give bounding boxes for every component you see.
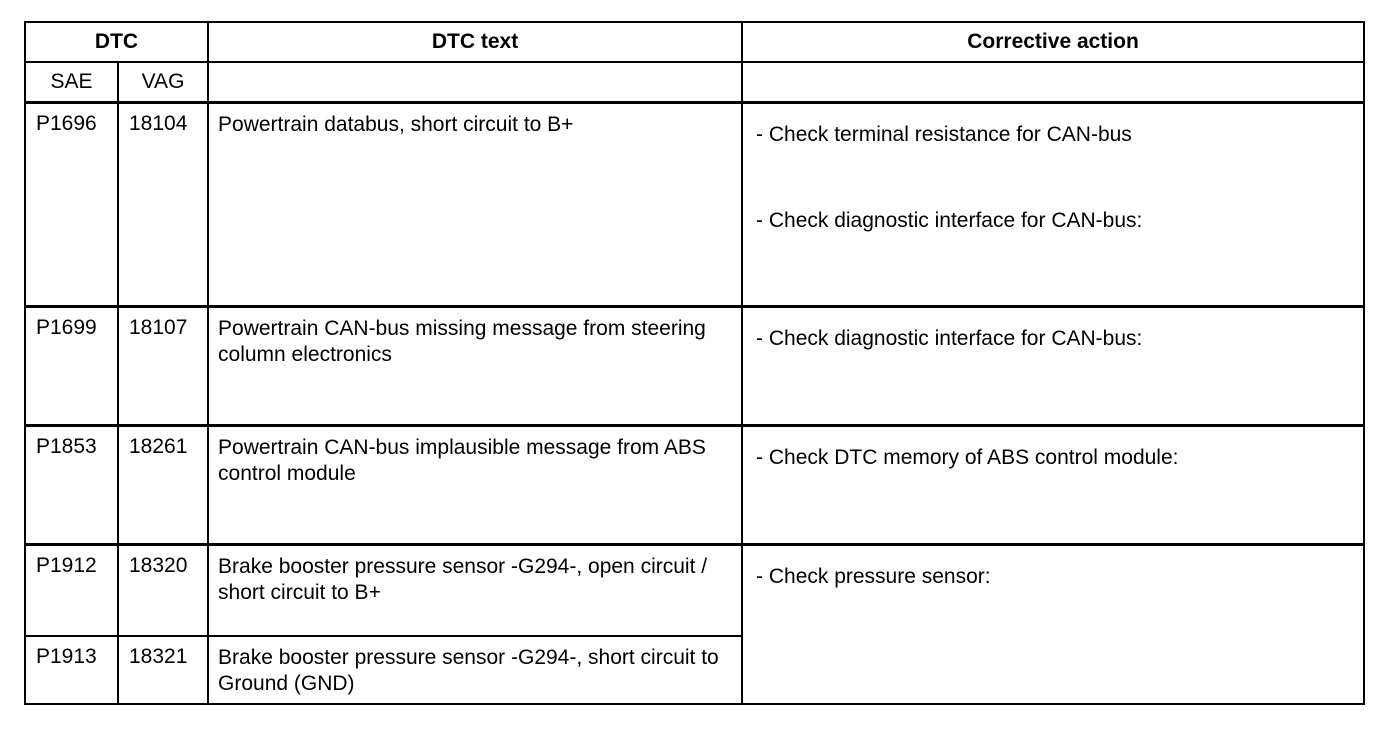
table-row [25,102,1364,306]
action-item: - Check terminal resistance for CAN-bus [756,122,1132,146]
vag-code: 18107 [118,306,208,425]
dtc-description: Brake booster pressure sensor -G294-, open circuit / short circuit to B+ [208,544,742,636]
corrective-action-cell [742,425,1364,544]
corrective-action-cell [742,102,1364,306]
header-vag: VAG [118,62,208,102]
dtc-table [24,21,1365,705]
table-row [25,306,1364,425]
corrective-action-cell [742,306,1364,425]
header-sae: SAE [25,62,118,102]
header-empty-cell [208,62,742,102]
header-empty-cell [742,62,1364,102]
sae-code: P1913 [25,636,118,704]
action-item: - Check pressure sensor: [756,564,991,588]
table-subheader-row [25,62,1364,102]
dtc-description: Powertrain databus, short circuit to B+ [208,102,742,306]
sae-code: P1699 [25,306,118,425]
table-row [25,425,1364,544]
dtc-description: Powertrain CAN-bus missing message from steering column electronics [208,306,742,425]
header-dtc-text: DTC text [208,22,742,62]
sae-code: P1912 [25,544,118,636]
vag-code: 18104 [118,102,208,306]
vag-code: 18261 [118,425,208,544]
action-item: - Check diagnostic interface for CAN-bus: [756,326,1143,350]
dtc-description: Brake booster pressure sensor -G294-, short circuit to Ground (GND) [208,636,742,704]
action-item: - Check diagnostic interface for CAN-bus: [756,208,1143,232]
vag-code: 18321 [118,636,208,704]
sae-code: P1853 [25,425,118,544]
action-item: - Check DTC memory of ABS control module: [756,445,1179,469]
table-header-row [25,22,1364,62]
header-corrective-action: Corrective action [742,22,1364,62]
sae-code: P1696 [25,102,118,306]
header-dtc: DTC [25,22,208,62]
table-row [25,544,1364,636]
corrective-action-cell [742,544,1364,704]
vag-code: 18320 [118,544,208,636]
dtc-description: Powertrain CAN-bus implausible message from ABS control module [208,425,742,544]
